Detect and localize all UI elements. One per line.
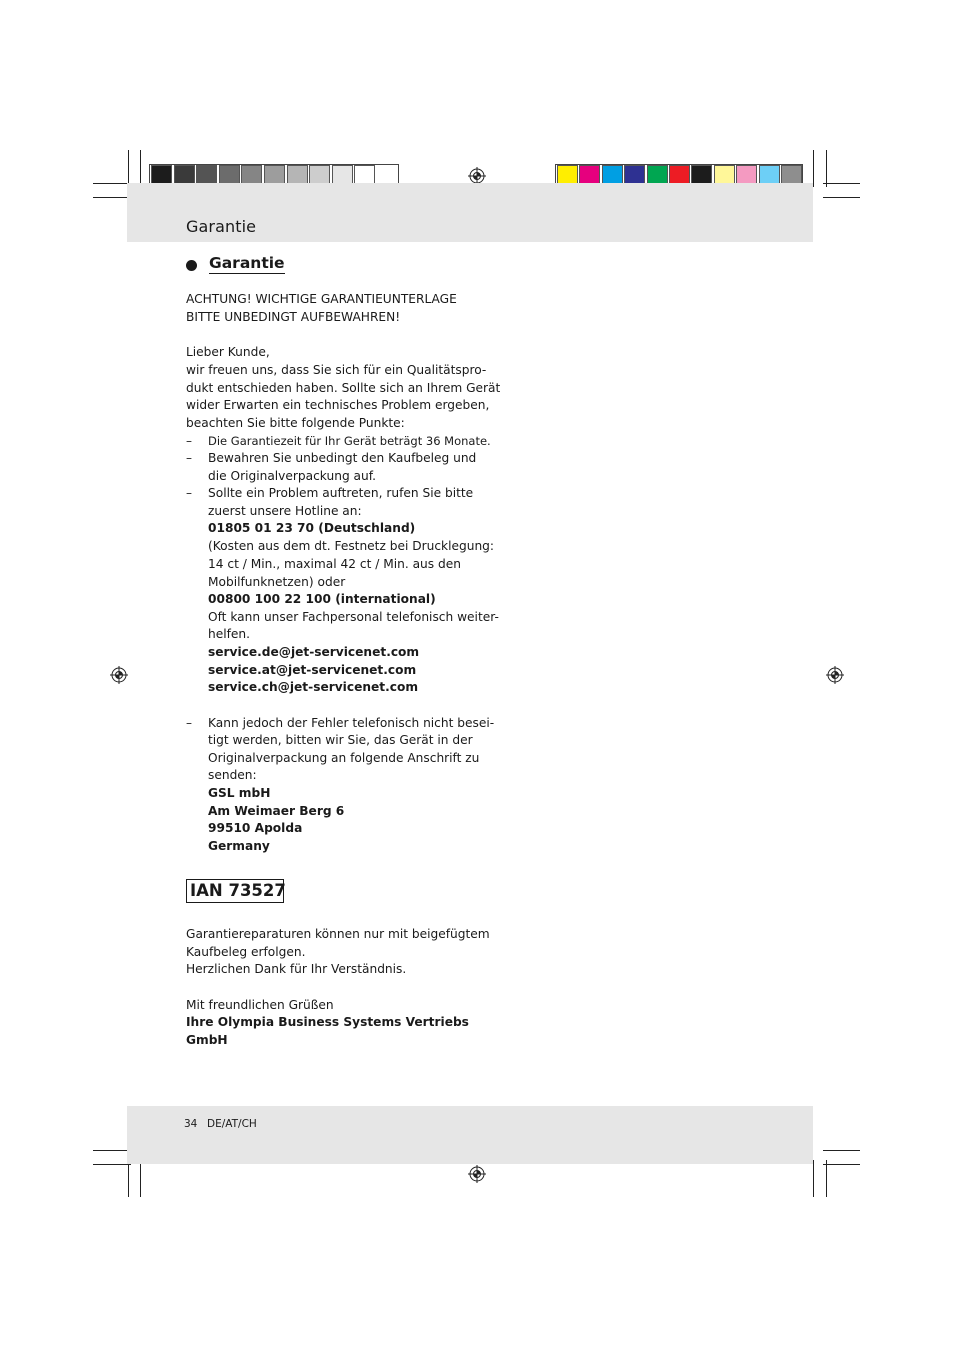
list-dash: – [186,451,192,465]
locale-label: DE/AT/CH [207,1118,257,1130]
crop-mark [823,1150,860,1151]
list-dash: – [186,434,192,448]
list-item-text: Bewahren Sie unbedingt den Kaufbeleg und [208,451,477,465]
list-item-text: Kann jedoch der Fehler telefonisch nicht besei- [208,716,495,730]
list-item-text: die Originalverpackung auf. [208,469,377,483]
list-dash: – [186,716,192,730]
salutation: Lieber Kunde, [186,345,270,359]
closing-line: Garantiereparaturen können nur mit beigefügtem [186,927,490,941]
registration-mark-icon [468,1165,486,1183]
list-item-text: tigt werden, bitten wir Sie, das Gerät in der [208,733,473,747]
address-line: Germany [208,839,270,853]
email-at: service.at@jet-servicenet.com [208,663,417,677]
crop-mark [826,1160,827,1197]
cost-note: (Kosten aus dem dt. Festnetz bei Drucklegung: [208,539,495,553]
crop-mark [93,183,131,184]
warning-line: ACHTUNG! WICHTIGE GARANTIEUNTERLAGE [186,292,457,306]
page-footer-band [127,1106,813,1164]
hotline-germany: 01805 01 23 70 (Deutschland) [208,521,416,535]
address-line: 99510 Apolda [208,821,303,835]
intro-line: wider Erwarten ein technisches Problem ergeben, [186,398,490,412]
crop-mark [823,197,860,198]
list-item-text: Originalverpackung an folgende Anschrift zu [208,751,480,765]
crop-mark [128,150,129,187]
closing-line: Herzlichen Dank für Ihr Verständnis. [186,962,407,976]
hotline-international: 00800 100 22 100 (international) [208,592,436,606]
list-item-text: Die Garantiezeit für Ihr Gerät beträgt 36 Monate. [208,434,491,448]
intro-line: wir freuen uns, dass Sie sich für ein Qualitätspro- [186,363,487,377]
registration-mark-icon [826,666,844,684]
crop-mark [823,1164,860,1165]
page-title: Garantie [186,217,257,236]
cost-note: 14 ct / Min., maximal 42 ct / Min. aus den [208,557,461,571]
cost-note: Mobilfunknetzen) oder [208,575,346,589]
crop-mark [140,1160,141,1197]
crop-mark [140,150,141,187]
section-heading-text: Garantie [209,254,285,272]
closing-line: Kaufbeleg erfolgen. [186,945,306,959]
company-name: Ihre Olympia Business Systems Vertriebs [186,1015,469,1029]
email-ch: service.ch@jet-servicenet.com [208,680,419,694]
crop-mark [813,1160,814,1197]
crop-mark [813,150,814,187]
greeting: Mit freundlichen Grüßen [186,998,334,1012]
crop-mark [93,1150,131,1151]
ian-number: IAN 73527 [186,879,284,903]
warning-line: BITTE UNBEDINGT AUFBEWAHREN! [186,310,401,324]
list-dash: – [186,486,192,500]
address-line: GSL mbH [208,786,271,800]
list-item-text: senden: [208,768,257,782]
crop-mark [128,1160,129,1197]
phone-help-text: Oft kann unser Fachpersonal telefonisch weiter- [208,610,499,624]
intro-line: dukt entschieden haben. Sollte sich an Ihrem Gerät [186,381,501,395]
address-line: Am Weimaer Berg 6 [208,804,345,818]
registration-mark-icon [110,666,128,684]
phone-help-text: helfen. [208,627,250,641]
crop-mark [823,183,860,184]
crop-mark [826,150,827,187]
intro-line: beachten Sie bitte folgende Punkte: [186,416,405,430]
list-item-text: Sollte ein Problem auftreten, rufen Sie bitte [208,486,474,500]
crop-mark [93,1164,131,1165]
company-name: GmbH [186,1033,228,1047]
page-number: 34 [184,1118,198,1130]
bullet-icon [186,260,197,271]
email-de: service.de@jet-servicenet.com [208,645,420,659]
list-item-text: zuerst unsere Hotline an: [208,504,362,518]
crop-mark [93,197,131,198]
